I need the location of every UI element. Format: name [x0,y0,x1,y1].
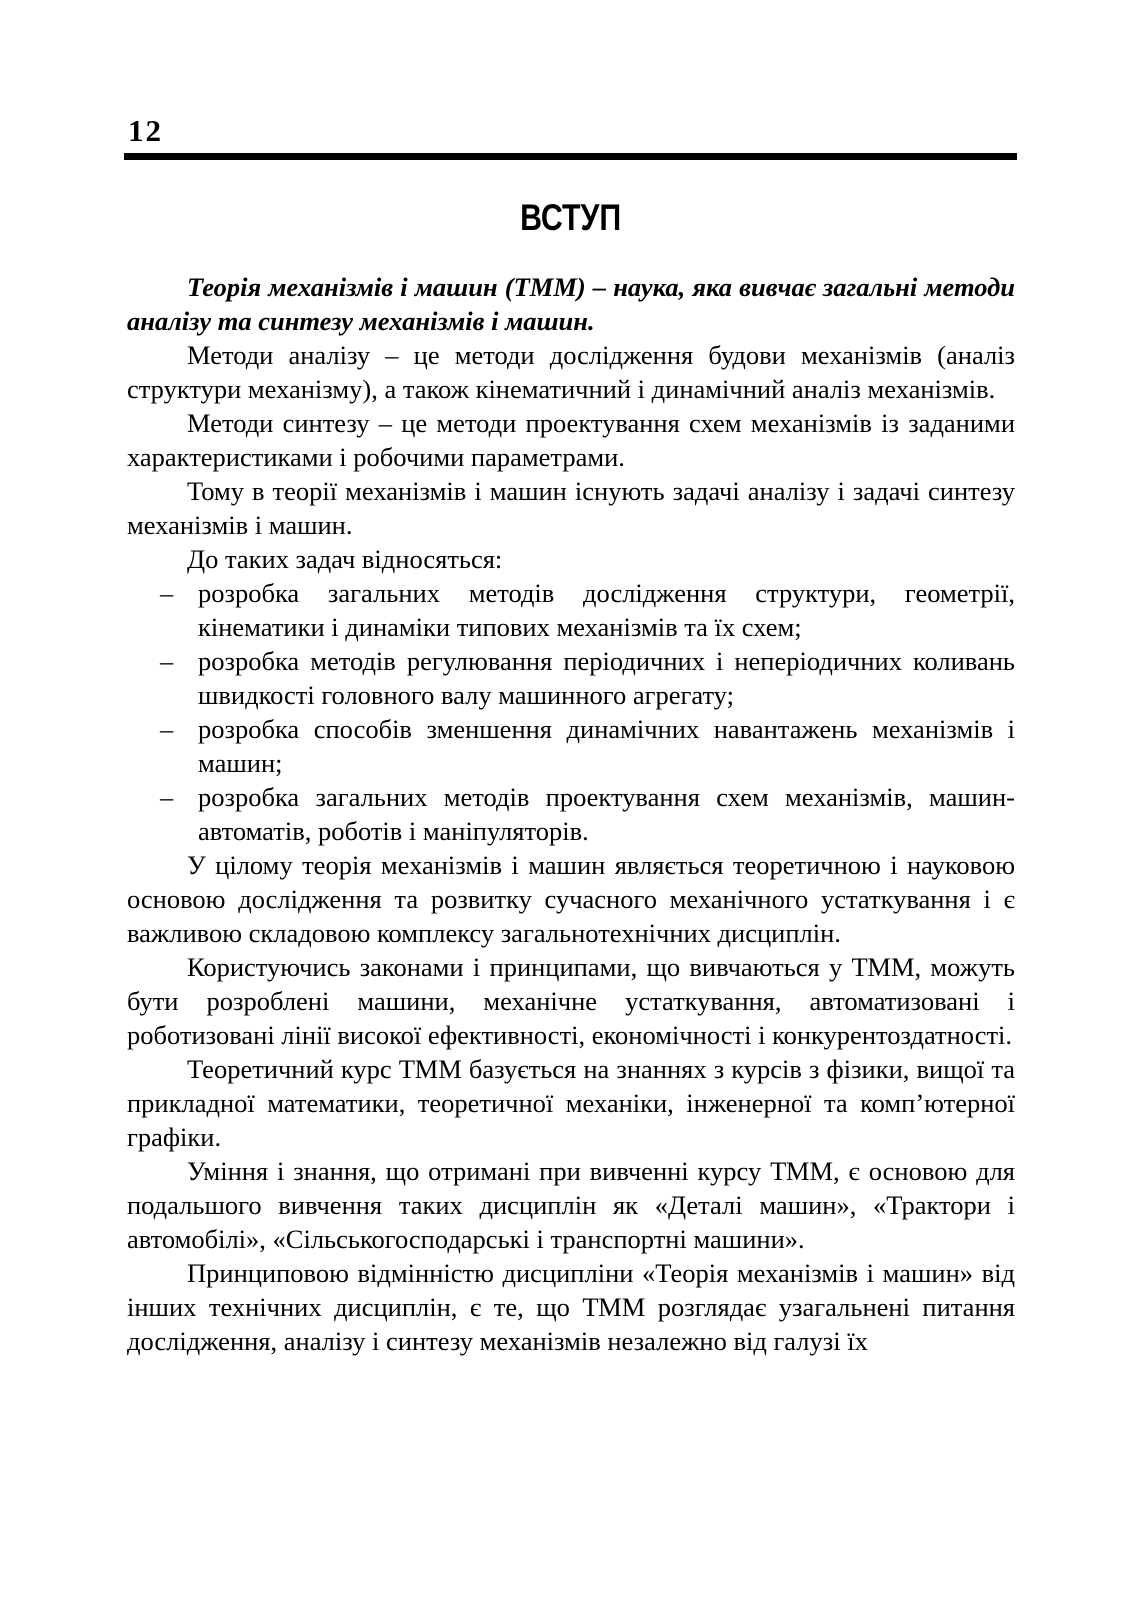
dash-list [127,576,1015,848]
list-item-text: розробка способів зменшення динамічних навантажень механізмів і машин; [198,714,1015,778]
page-number: 12 [128,113,163,148]
lead-paragraph: Теорія механізмів і машин (ТММ) – наука, яка вивчає загальні методи аналізу та синтезу механізмів і машин. [127,272,1015,336]
list-item-text: розробка загальних методів дослідження структури, геометрії, кінематики і динаміки типових механізмів та їх схем; [198,578,1015,642]
dash-marker: – [160,782,174,812]
page-title-text: ВСТУП [520,197,622,238]
paragraph-synthesis: Методи синтезу – це методи проектування схем механізмів із заданими характеристиками і робочими параметрами. [127,408,1015,472]
list-item [127,644,1015,712]
dash-marker: – [160,578,174,608]
paragraph-course-basis: Теоретичний курс ТММ базується на знаннях з курсів з фізики, вищої та прикладної математики, теоретичної механіки, інженерної та комп’ютерної графіки. [127,1054,1015,1152]
dash-marker: – [160,646,174,676]
list-item [127,780,1015,848]
paragraph-tasks: Тому в теорії механізмів і машин існують задачі аналізу і задачі синтезу механізмів і машин. [127,476,1015,540]
list-item-text: розробка загальних методів проектування схем механізмів, машин-автоматів, роботів і маніпуляторів. [198,782,1015,846]
list-item [127,576,1015,644]
dash-marker: – [160,714,174,744]
paragraph-skills: Уміння і знання, що отримані при вивченні курсу ТММ, є основою для подальшого вивчення таких дисциплін як «Деталі машин», «Трактори і автомобілі», «Сільськогосподарські і транспортні машини». [127,1156,1015,1254]
list-item [127,712,1015,780]
header-rule [124,153,1017,160]
paragraph-principal-difference: Принциповою відмінністю дисципліни «Теорія механізмів і машин» від інших технічних дисциплін, є те, що ТММ розглядає узагальнені питання дослідження, аналізу і синтезу механізмів незалежно від галузі їх [127,1258,1015,1356]
paragraph-analysis: Методи аналізу – це методи дослідження будови механізмів (аналіз структури механізму), а також кінематичний і динамічний аналіз механізмів. [127,340,1015,404]
paragraph-using-laws: Користуючись законами і принципами, що вивчаються у ТММ, можуть бути розроблені машини, механічне устаткування, автоматизовані і роботизовані лінії високої ефективності, економічності і конкурентоздатності. [127,952,1015,1050]
page-title [127,198,1015,239]
paragraph-list-intro: До таких задач відносяться: [187,544,503,574]
list-item-text: розробка методів регулювання періодичних і неперіодичних коливань швидкості головного валу машинного агрегату; [198,646,1015,710]
paragraph-overall: У цілому теорія механізмів і машин являється теоретичною і науковою основою дослідження та розвитку сучасного механічного устаткування і є важливою складовою комплексу загальнотехнічних дисциплін. [127,850,1015,948]
document-body [127,270,1015,1358]
